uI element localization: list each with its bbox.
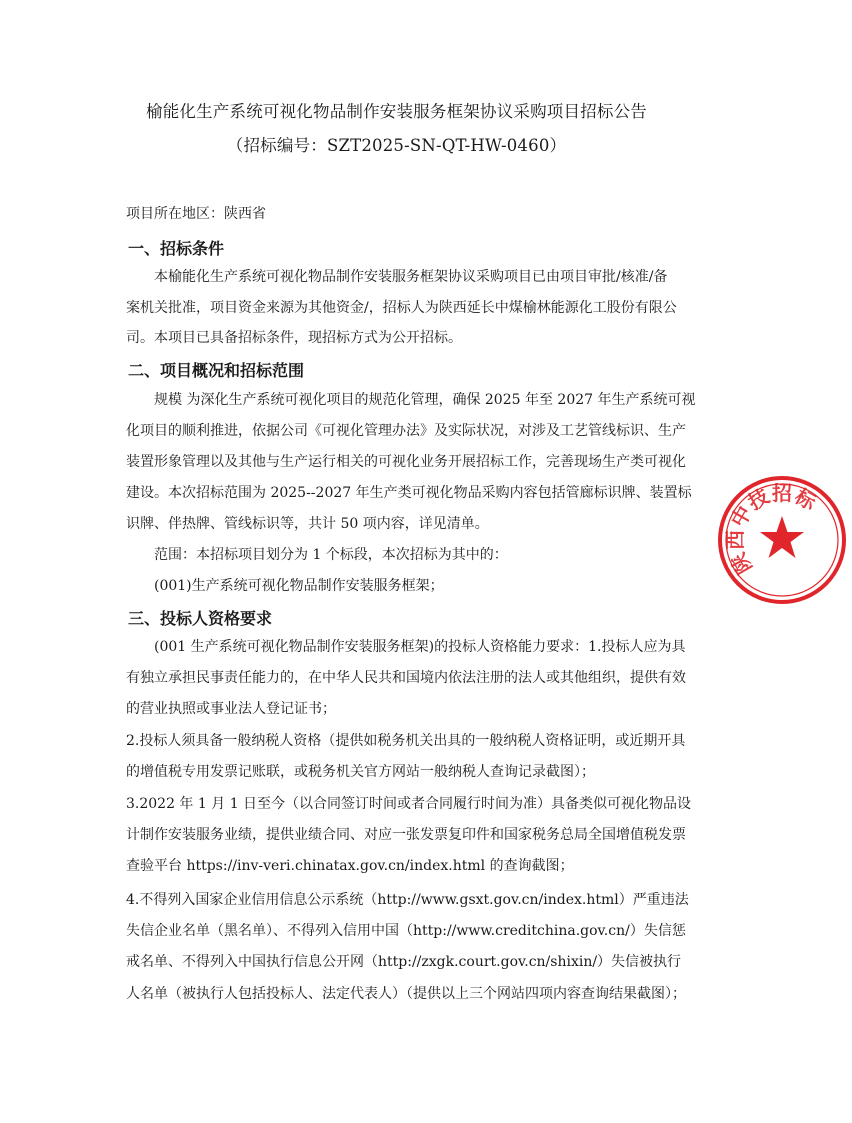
document-title: 榆能化生产系统可视化物品制作安装服务框架协议采购项目招标公告 (146, 102, 647, 121)
paragraph-line: 4.不得列入国家企业信用信息公示系统（http://www.gsxt.gov.cn/index.html）严重违法 (126, 892, 689, 908)
paragraph-line: 本榆能化生产系统可视化物品制作安装服务框架协议采购项目已由项目审批/核准/备 (154, 269, 668, 285)
paragraph-line: 失信企业名单（黑名单）、不得列入信用中国（http://www.creditchina.gov.cn/）失信惩 (126, 923, 686, 939)
paragraph-line: (001 生产系统可视化物品制作安装服务框架)的投标人资格能力要求：1.投标人应为具 (154, 639, 686, 655)
paragraph-line: 的增值税专用发票记账联，或税务机关官方网站一般纳税人查询记录截图）； (126, 764, 595, 780)
svg-text:招: 招 (772, 481, 792, 505)
paragraph-line: (001)生产系统可视化物品制作安装服务框架； (154, 578, 444, 594)
paragraph-line: 司。本项目已具备招标条件，现招标方式为公开招标。 (126, 330, 462, 346)
section-heading-bidding-conditions: 一、招标条件 (128, 239, 225, 258)
paragraph-line: 建设。本次招标范围为 2025--2027 年生产类可视化物品采购内容包括管廊标识牌、装置标 (126, 485, 692, 501)
paragraph-line: 有独立承担民事责任能力的，在中华人民共和国境内依法注册的法人或其他组织，提供有效 (126, 670, 686, 686)
bid-number: （招标编号：SZT2025-SN-QT-HW-0460） (226, 136, 567, 155)
paragraph-line: 计制作安装服务业绩，提供业绩合同、对应一张发票复印件和国家税务总局全国增值税发票 (126, 827, 686, 843)
svg-text:技: 技 (743, 483, 774, 515)
paragraph-line: 2.投标人须具备一般纳税人资格（提供如税务机关出具的一般纳税人资格证明，或近期开具 (126, 733, 686, 749)
paragraph-line: 人名单（被执行人包括投标人、法定代表人）（提供以上三个网站四项内容查询结果截图）； (126, 986, 686, 1002)
official-seal (712, 470, 852, 610)
paragraph-line: 范围：本招标项目划分为 1 个标段，本次招标为其中的： (154, 547, 508, 563)
paragraph-line: 3.2022 年 1 月 1 日至今（以合同签订时间或者合同履行时间为准）具备类似可视化物品设 (126, 796, 692, 812)
svg-text:陕: 陕 (725, 548, 757, 579)
svg-text:西: 西 (723, 530, 747, 550)
paragraph-line: 戒名单、不得列入中国执行信息公开网（http://zxgk.court.gov.cn/shixin/）失信被执行 (126, 954, 682, 970)
paragraph-line: 的营业执照或事业法人登记证书； (126, 701, 336, 717)
paragraph-line: 案机关批准，项目资金来源为其他资金/，招标人为陕西延长中煤榆林能源化工股份有限公 (126, 300, 677, 316)
section-heading-project-overview: 二、项目概况和招标范围 (128, 361, 305, 380)
paragraph-line: 规模 为深化生产系统可视化项目的规范化管理，确保 2025 年至 2027 年生产系统可视 (154, 392, 696, 408)
paragraph-line: 化项目的顺利推进，依据公司《可视化管理办法》及实际状况，对涉及工艺管线标识、生产 (126, 423, 686, 439)
project-region: 项目所在地区：陕西省 (126, 206, 266, 222)
svg-text:中: 中 (725, 501, 757, 532)
seal-star-icon (760, 516, 804, 558)
paragraph-line: 装置形象管理以及其他与生产运行相关的可视化业务开展招标工作，完善现场生产类可视化 (126, 454, 686, 470)
paragraph-line: 查验平台 https://inv-veri.chinatax.gov.cn/index.html 的查询截图； (126, 858, 574, 874)
section-heading-bidder-qualifications: 三、投标人资格要求 (128, 609, 273, 628)
svg-text:标: 标 (790, 483, 821, 515)
paragraph-line: 识牌、伴热牌、管线标识等，共计 50 项内容，详见清单。 (126, 516, 489, 532)
